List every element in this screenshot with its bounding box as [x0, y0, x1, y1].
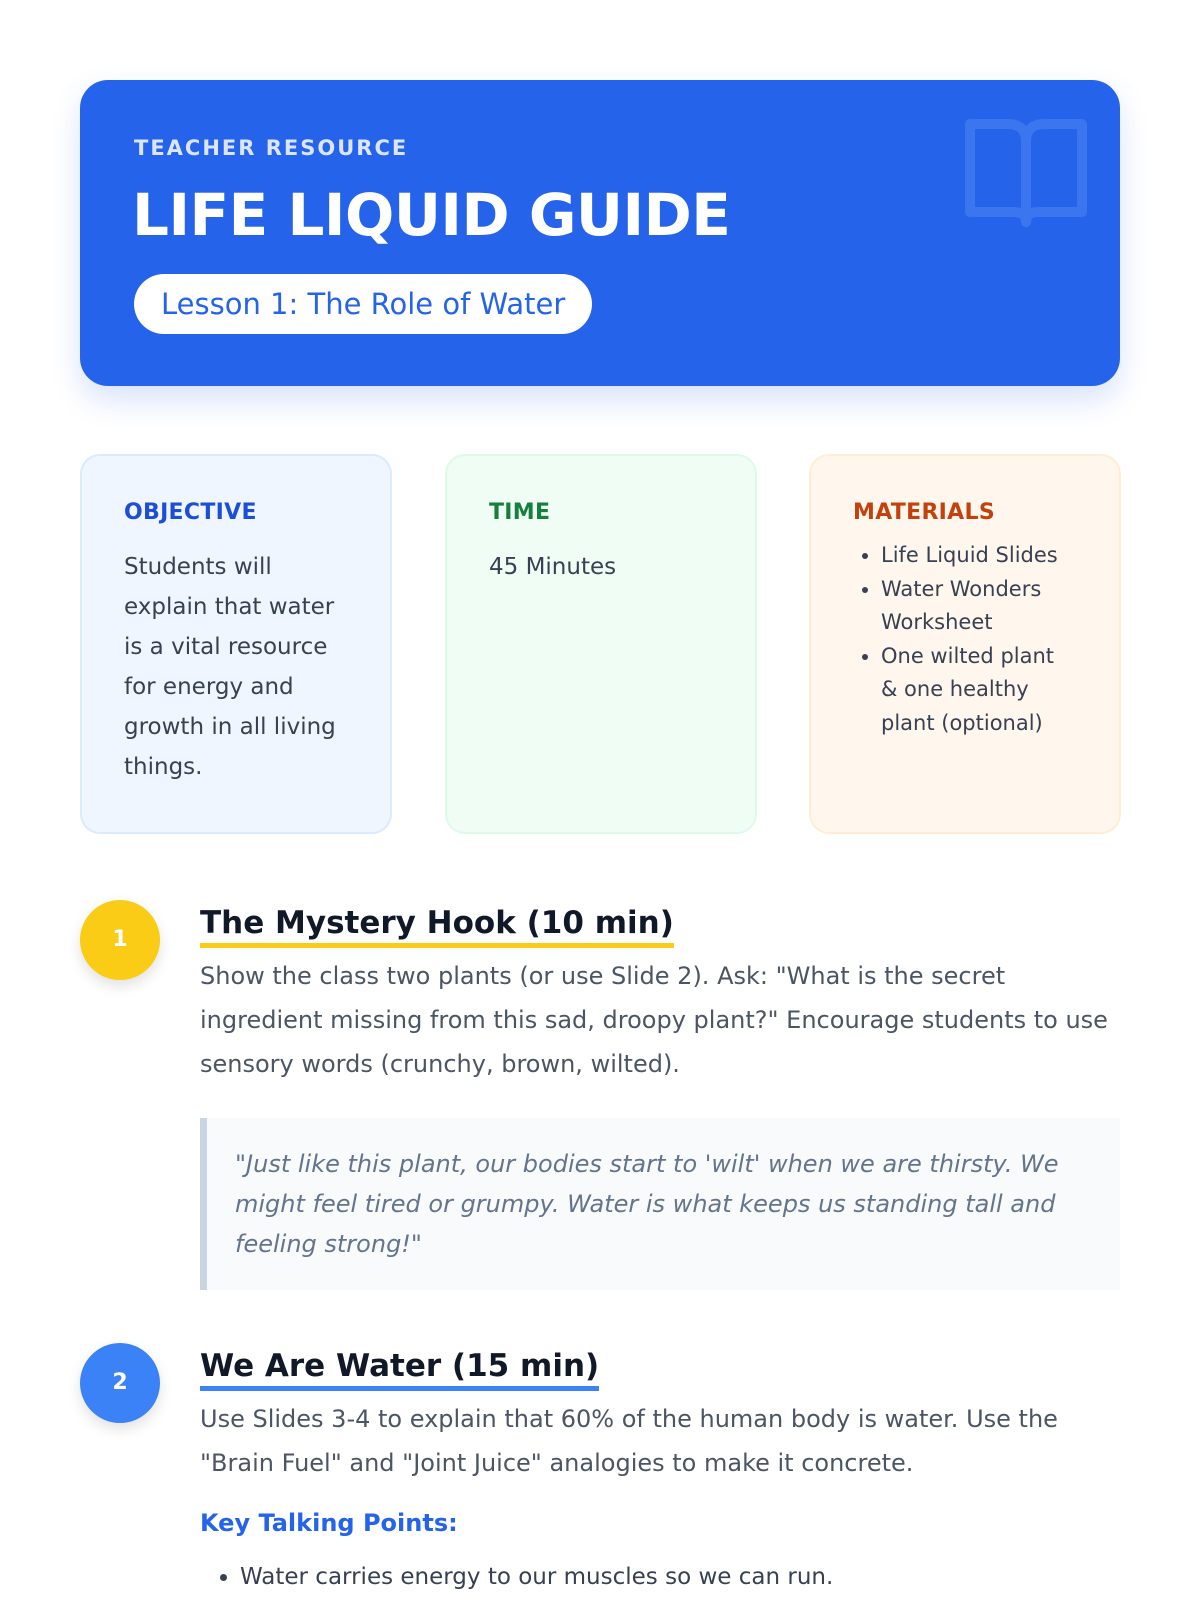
eyebrow-label: TEACHER RESOURCE — [134, 136, 409, 160]
key-point-item: • Water carries energy to our muscles so we can run. — [240, 1557, 1120, 1597]
step-1-description: Show the class two plants (or use Slide 2). Ask: "What is the secret ingredient missing from this sad, droopy plant?" Encourage students to use sensory words (crunchy, brown, wilted). — [200, 962, 1108, 1078]
materials-card — [809, 454, 1121, 834]
header-banner — [80, 80, 1120, 386]
objective-label: OBJECTIVE — [124, 500, 257, 525]
time-value: 45 Minutes — [489, 554, 617, 580]
step-2-body — [200, 1343, 1120, 1597]
materials-list — [853, 539, 1077, 740]
materials-label: MATERIALS — [853, 500, 995, 525]
materials-item: • Life Liquid Slides — [881, 539, 1077, 573]
step-number-badge: 1 — [80, 900, 160, 980]
step-2-description: Use Slides 3-4 to explain that 60% of the human body is water. Use the "Brain Fuel" and "Joint Juice" analogies to make it concrete. — [200, 1405, 1058, 1477]
step-number-badge: 2 — [80, 1343, 160, 1423]
page-title: LIFE LIQUID GUIDE — [132, 181, 731, 249]
book-icon — [964, 118, 1088, 232]
lesson-badge: Lesson 1: The Role of Water — [134, 274, 592, 334]
step-1-quote: "Just like this plant, our bodies start to 'wilt' when we are thirsty. We might feel tired or grumpy. Water is what keeps us standing tall and feeling strong!" — [200, 1118, 1120, 1290]
key-points-label: Key Talking Points: — [200, 1509, 458, 1537]
step-1-body — [200, 900, 1120, 1290]
time-card — [445, 454, 757, 834]
objective-text: Students will explain that water is a vital resource for energy and growth in all living things. — [124, 554, 336, 780]
step-1-title: The Mystery Hook (10 min) — [200, 900, 674, 948]
step-2-title: We Are Water (15 min) — [200, 1343, 599, 1391]
materials-item: • Water Wonders Worksheet — [881, 573, 1077, 640]
objective-card — [80, 454, 392, 834]
key-points-list — [200, 1557, 1120, 1597]
materials-item: • One wilted plant & one healthy plant (optional) — [881, 640, 1077, 741]
time-label: TIME — [489, 500, 551, 525]
